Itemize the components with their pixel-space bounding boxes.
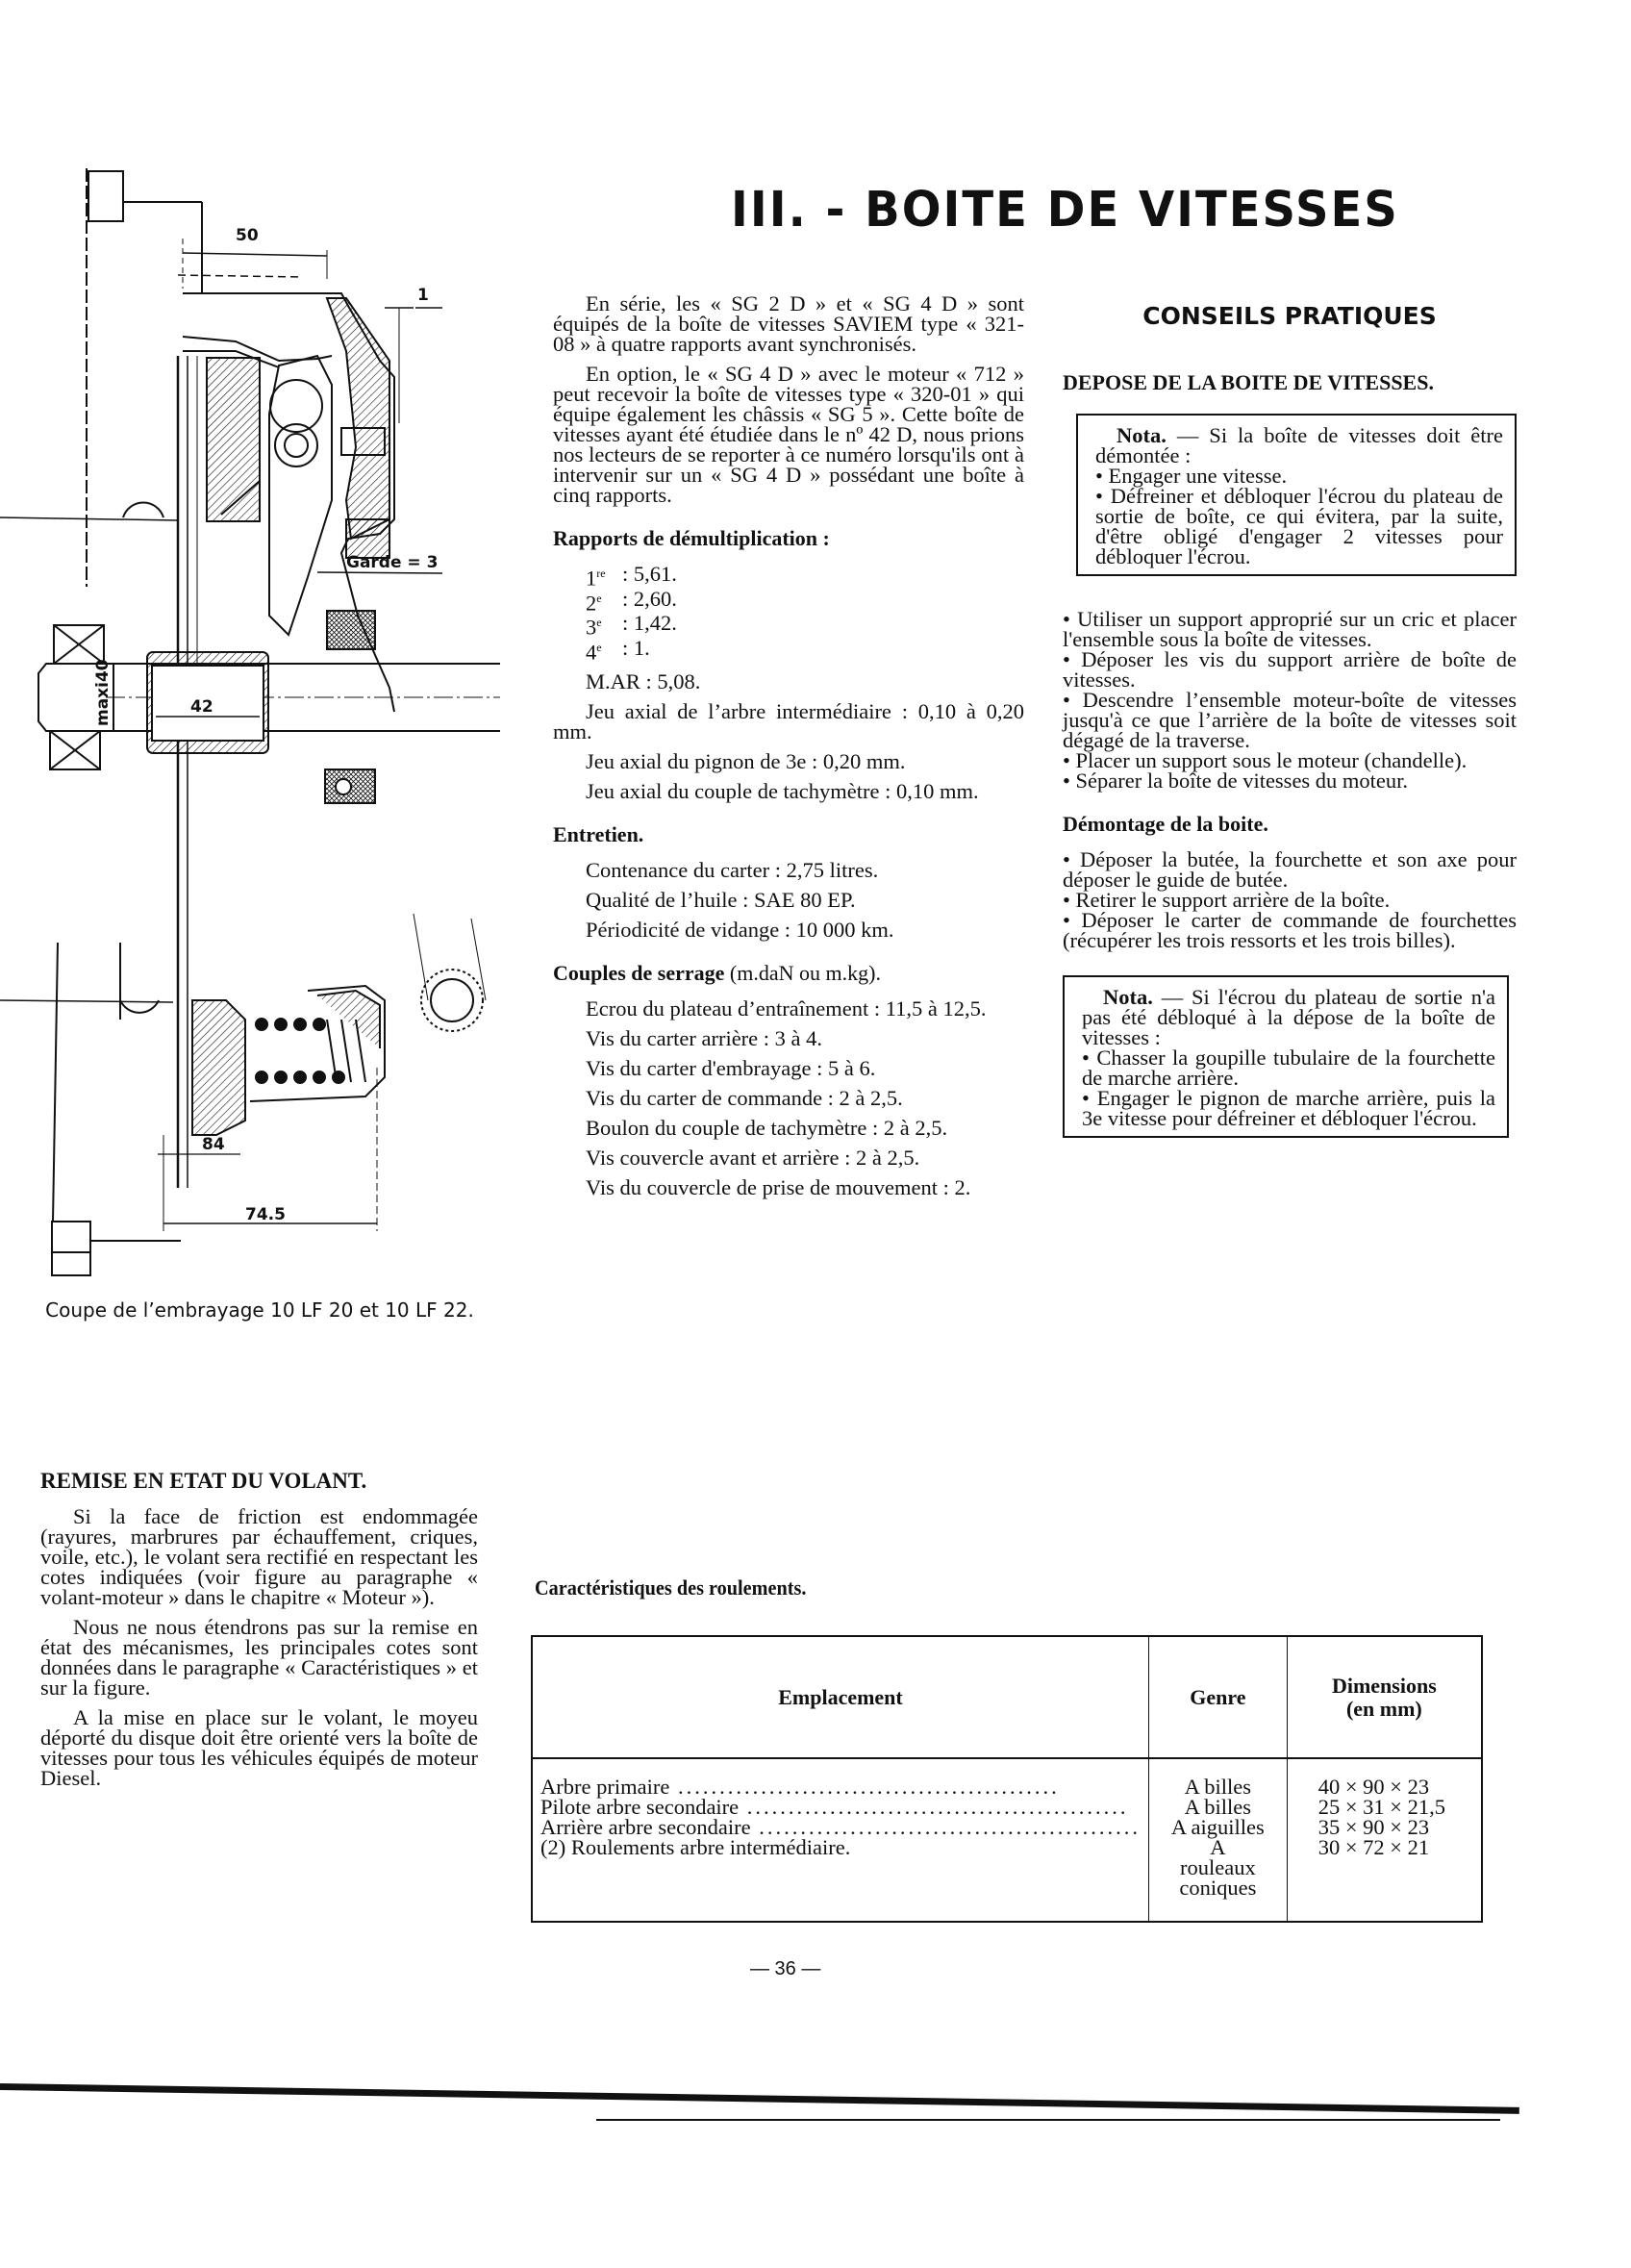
paragraph: Nous ne nous étendrons pas sur la remise en état des mécanismes, les principales cotes sont données dans le paragraphe « Caractéristiques » et sur la figure. [40, 1615, 478, 1700]
right-column [1063, 302, 1517, 1138]
paragraph: En série, les « SG 2 D » et « SG 4 D » sont équipés de la boîte de vitesses SAVIEM type « 321-08 » à quatre rapports avant synchronisés. [553, 291, 1024, 356]
heading-demontage: Démontage de la boite. [1063, 812, 1268, 836]
step-item: • Descendre l’ensemble moteur-boîte de vitesses jusqu'à ce que l’arrière de la boîte de vitesses soit dégagé de la traverse. [1063, 690, 1517, 750]
torque-item: Ecrou du plateau d’entraînement : 11,5 à 12,5. [586, 996, 987, 1021]
clutch-section-figure [0, 154, 500, 1289]
step-item: • Retirer le support arrière de la boîte. [1063, 890, 1517, 910]
axial-play: Jeu axial du couple de tachymètre : 0,10 mm. [586, 779, 979, 803]
gear-ratio-row: 2e : 2,60. [586, 586, 677, 615]
page-number: — 36 — [750, 1958, 821, 1979]
nota-bullet: • Engager une vitesse. [1095, 466, 1503, 486]
dim-label-garde: Garde = 3 [346, 553, 439, 572]
nota-bullet: • Engager le pignon de marche arrière, puis la 3e vitesse pour défreiner et débloquer l'écrou. [1082, 1088, 1495, 1128]
nota-box-demontage [1063, 975, 1509, 1138]
dim-label-50: 50 [236, 226, 259, 245]
maintenance-item: Périodicité de vidange : 10 000 km. [586, 918, 894, 942]
column-header-dimensions: Dimensions (en mm) [1287, 1636, 1482, 1758]
step-item: • Séparer la boîte de vitesses du moteur. [1063, 770, 1517, 791]
torque-item: Vis du couvercle de prise de mouvement : 2. [586, 1175, 971, 1199]
heading-depose: DEPOSE DE LA BOITE DE VITESSES. [1063, 370, 1434, 394]
figure-part [88, 171, 123, 221]
emplacement-cell: Arbre primaire .............................................. Pilote arbre secondaire .............................................. Arrière arbre secondaire .............................................. (2) Roulements arbre intermédiaire. [540, 1775, 1141, 1859]
page-title: III. - BOITE DE VITESSES [731, 181, 1399, 239]
torque-item: Vis du carter arrière : 3 à 4. [586, 1026, 823, 1050]
genre-cell: A billes A billes A aiguilles A rouleaux coniques [1148, 1758, 1287, 1922]
nota-text: Nota. — Si la boîte de vitesses doit être démontée : [1095, 423, 1503, 467]
heading-remise-en-etat: REMISE EN ETAT DU VOLANT. [40, 1469, 367, 1493]
maintenance-item: Contenance du carter : 2,75 litres. [586, 858, 879, 882]
left-column [40, 1448, 478, 1798]
torque-item: Vis du carter d'embrayage : 5 à 6. [586, 1056, 876, 1080]
dim-label-745: 74.5 [245, 1205, 286, 1224]
heading-couples: Couples de serrage (m.daN ou m.kg). [553, 961, 881, 985]
dim-label-42: 42 [190, 697, 213, 717]
bottom-rule [0, 2083, 1519, 2114]
middle-column [553, 293, 1024, 1207]
axial-play: Jeu axial du pignon de 3e : 0,20 mm. [586, 749, 906, 773]
table-title: Caractéristiques des roulements. [535, 1575, 807, 1600]
gear-ratios-list [553, 564, 1024, 662]
dim-label-84: 84 [202, 1135, 225, 1154]
step-item: • Déposer le carter de commande de fourchettes (récupérer les trois ressorts et les trois billes). [1063, 910, 1517, 950]
table-header-row [532, 1636, 1482, 1758]
heading-conseils-pratiques: CONSEILS PRATIQUES [1142, 302, 1437, 330]
step-item: • Déposer la butée, la fourchette et son axe pour déposer le guide de butée. [1063, 849, 1517, 890]
column-header-genre: Genre [1148, 1636, 1287, 1758]
column-header-emplacement: Emplacement [532, 1636, 1148, 1758]
gear-ratio-row: 4e : 1. [586, 635, 650, 664]
maintenance-item: Qualité de l’huile : SAE 80 EP. [586, 888, 856, 912]
torque-unit: (m.daN ou m.kg). [729, 961, 881, 985]
table-row [532, 1758, 1482, 1922]
gear-ratio-row: 3e : 1,42. [586, 611, 677, 640]
torque-item: Vis du carter de commande : 2 à 2,5. [586, 1086, 903, 1110]
heading-entretien: Entretien. [553, 822, 644, 846]
nota-bullet: • Défreiner et débloquer l'écrou du plateau de sortie de boîte, ce qui évitera, par la suite, d'être obligé d'engager 2 vitesses pour débloquer l'écrou. [1095, 486, 1503, 567]
paragraph: En option, le « SG 4 D » avec le moteur « 712 » peut recevoir la boîte de vitesses type « 320-01 » qui équipe également les châssis « SG 5 ». Cette boîte de vitesses ayant été étudiée dans le nº 42 D, nous prions nos lecteurs de se reporter à ce numéro lorsqu'ils ont à intervenir sur un « SG 4 D » possédant une boîte à cinq rapports. [553, 362, 1024, 507]
step-item: • Placer un support sous le moteur (chandelle). [1063, 750, 1517, 770]
step-item: • Déposer les vis du support arrière de boîte de vitesses. [1063, 649, 1517, 690]
nota-box-depose [1076, 414, 1517, 576]
bearings-table [531, 1635, 1483, 1923]
reverse-ratio: M.AR : 5,08. [586, 669, 701, 693]
figure-caption: Coupe de l’embrayage 10 LF 20 et 10 LF 22. [45, 1298, 474, 1322]
paragraph: Si la face de friction est endommagée (rayures, marbrures par échauffement, criques, voile, etc.), le volant sera rectifié en respectant les cotes indiquées (voir figure au paragraphe « volant-moteur » dans le chapitre « Moteur »). [40, 1504, 478, 1609]
dim-label-maxi40: maxi40 [93, 659, 113, 726]
axial-play: Jeu axial de l’arbre intermédiaire : 0,10 à 0,20 mm. [553, 699, 1024, 743]
torque-item: Boulon du couple de tachymètre : 2 à 2,5. [586, 1116, 948, 1140]
torque-item: Vis couvercle avant et arrière : 2 à 2,5. [586, 1146, 920, 1170]
dimensions-cell: 40 × 90 × 23 25 × 31 × 21,5 35 × 90 × 23 30 × 72 × 21 [1287, 1758, 1482, 1922]
bottom-rule-thin [596, 2119, 1500, 2121]
nota-bullet: • Chasser la goupille tubulaire de la fourchette de marche arrière. [1082, 1047, 1495, 1088]
step-item: • Utiliser un support approprié sur un cric et placer l'ensemble sous la boîte de vitesses. [1063, 609, 1517, 649]
nota-text: Nota. — Si l'écrou du plateau de sortie n'a pas été débloqué à la dépose de la boîte de vitesses : [1082, 985, 1495, 1049]
paragraph: A la mise en place sur le volant, le moyeu déporté du disque doit être orienté vers la boîte de vitesses pour tous les véhicules équipés de moteur Diesel. [40, 1705, 478, 1790]
gear-ratio-row: 1re : 5,61. [586, 562, 677, 591]
dim-label-1: 1 [417, 286, 429, 305]
heading-rapports: Rapports de démultiplication : [553, 526, 830, 550]
